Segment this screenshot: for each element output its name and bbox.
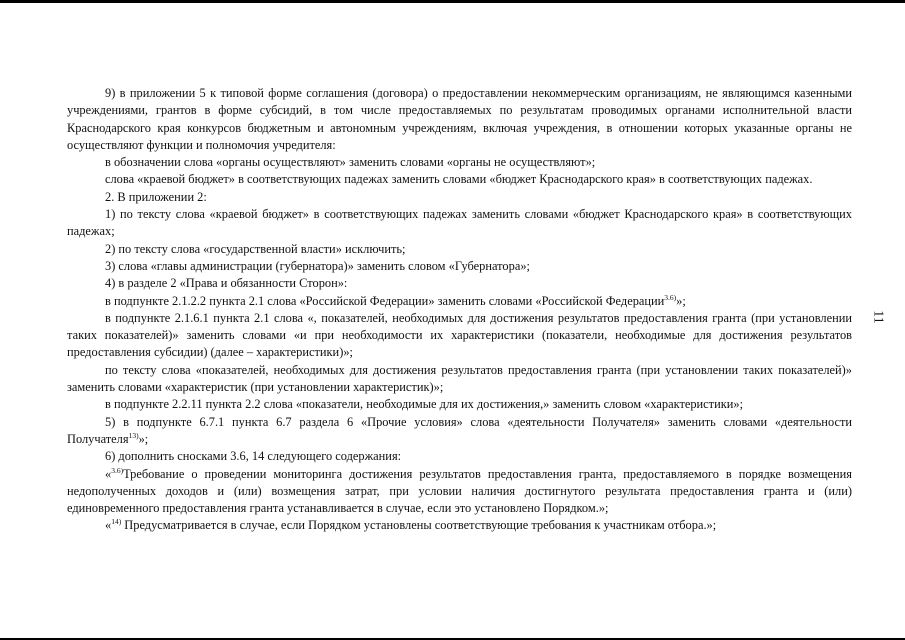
paragraph-subclause-2122 [67,293,852,310]
quote-open: « [105,518,112,533]
paragraph-item-6: 6) дополнить сносками 3.6, 14 следующего содержания: [105,449,402,464]
page-number: 11 [870,310,886,324]
document-page [67,85,852,535]
footnote-ref: 3.6) [664,292,677,302]
footnote-text: Предусматривается в случае, если Порядком установлены соответствующие требования к участникам отбора.»; [121,518,717,533]
paragraph-regional-budget: слова «краевой бюджет» в соответствующих падежах заменить словами «бюджет Краснодарского края» в соответствующих падежах. [105,172,813,187]
paragraph-item-3: 3) слова «главы администрации (губернатора)» заменить словом «Губернатора»; [105,258,530,273]
footnote-3-6 [67,466,852,518]
text: 5) в подпункте 6.7.1 пункта 6.7 раздела 6 «Прочие условия» слова «деятельности Получателя» заменить словами «деятельности Получателя [67,414,852,446]
paragraph-appendix-2: 2. В приложении 2: [105,189,207,204]
text: в подпункте 2.1.2.2 пункта 2.1 слова «Российской Федерации» заменить словами «Российской Федерации [105,293,665,308]
scan-top-edge [0,0,905,3]
footnote-ref: 13) [128,430,139,440]
text: »; [676,293,686,308]
paragraph-subclause-2161: в подпункте 2.1.6.1 пункта 2.1 слова «, показателей, необходимых для достижения результатов предоставления гранта (при установлении таких показателей)» заменить словами «и при необходимости их характеристики (показатели, необходимые для достижения результатов предоставления субсидии) (далее – характеристики)»; [67,310,852,360]
text: »; [138,431,149,446]
paragraph-item-2: 2) по тексту слова «государственной власти» исключить; [105,241,406,256]
paragraph-designation: в обозначении слова «органы осуществляют» заменить словами «органы не осуществляют»; [105,155,596,170]
paragraph-9: 9) в приложении 5 к типовой форме соглашения (договора) о предоставлении некоммерческим организациям, не являющимся казенными учреждениями, грантов в форме субсидий, в том числе предоставляемых по результатам проводимых органами исполнительной власти Краснодарского края конкурсов бюджетным и автономным учреждениям, включая учреждения, в отношении которых указанные органы не осуществляют функции и полномочия учредителя: [67,86,852,152]
footnote-marker: 14) [111,517,122,527]
paragraph-item-4: 4) в разделе 2 «Права и обязанности Сторон»: [105,276,348,291]
footnote-text: Требование о проведении мониторинга достижения результатов предоставления гранта, предоставляемого в порядке возмещения недополученных доходов и (или) возмещения затрат, при условии наличия достигнутого результата предоставления гранта и (или) единовременного предоставления гранта устанавливается в случае, если это установлено Порядком.»; [67,466,852,516]
paragraph-subclause-2211: в подпункте 2.2.11 пункта 2.2 слова «показатели, необходимые для их достижения,» заменить словом «характеристики»; [105,397,744,412]
paragraph-item-1: 1) по тексту слова «краевой бюджет» в соответствующих падежах заменить словами «бюджет Краснодарского края» в соответствующих падежах; [67,207,852,239]
paragraph-throughout-text: по тексту слова «показателей, необходимых для достижения результатов предоставления гранта (при установлении таких показателей)» заменить словами «характеристик (при установлении характеристик)»; [67,362,852,395]
footnote-marker: 3.6) [111,465,124,475]
paragraph-item-5 [67,414,852,449]
quote-open: « [105,466,112,481]
footnote-14 [67,517,852,534]
